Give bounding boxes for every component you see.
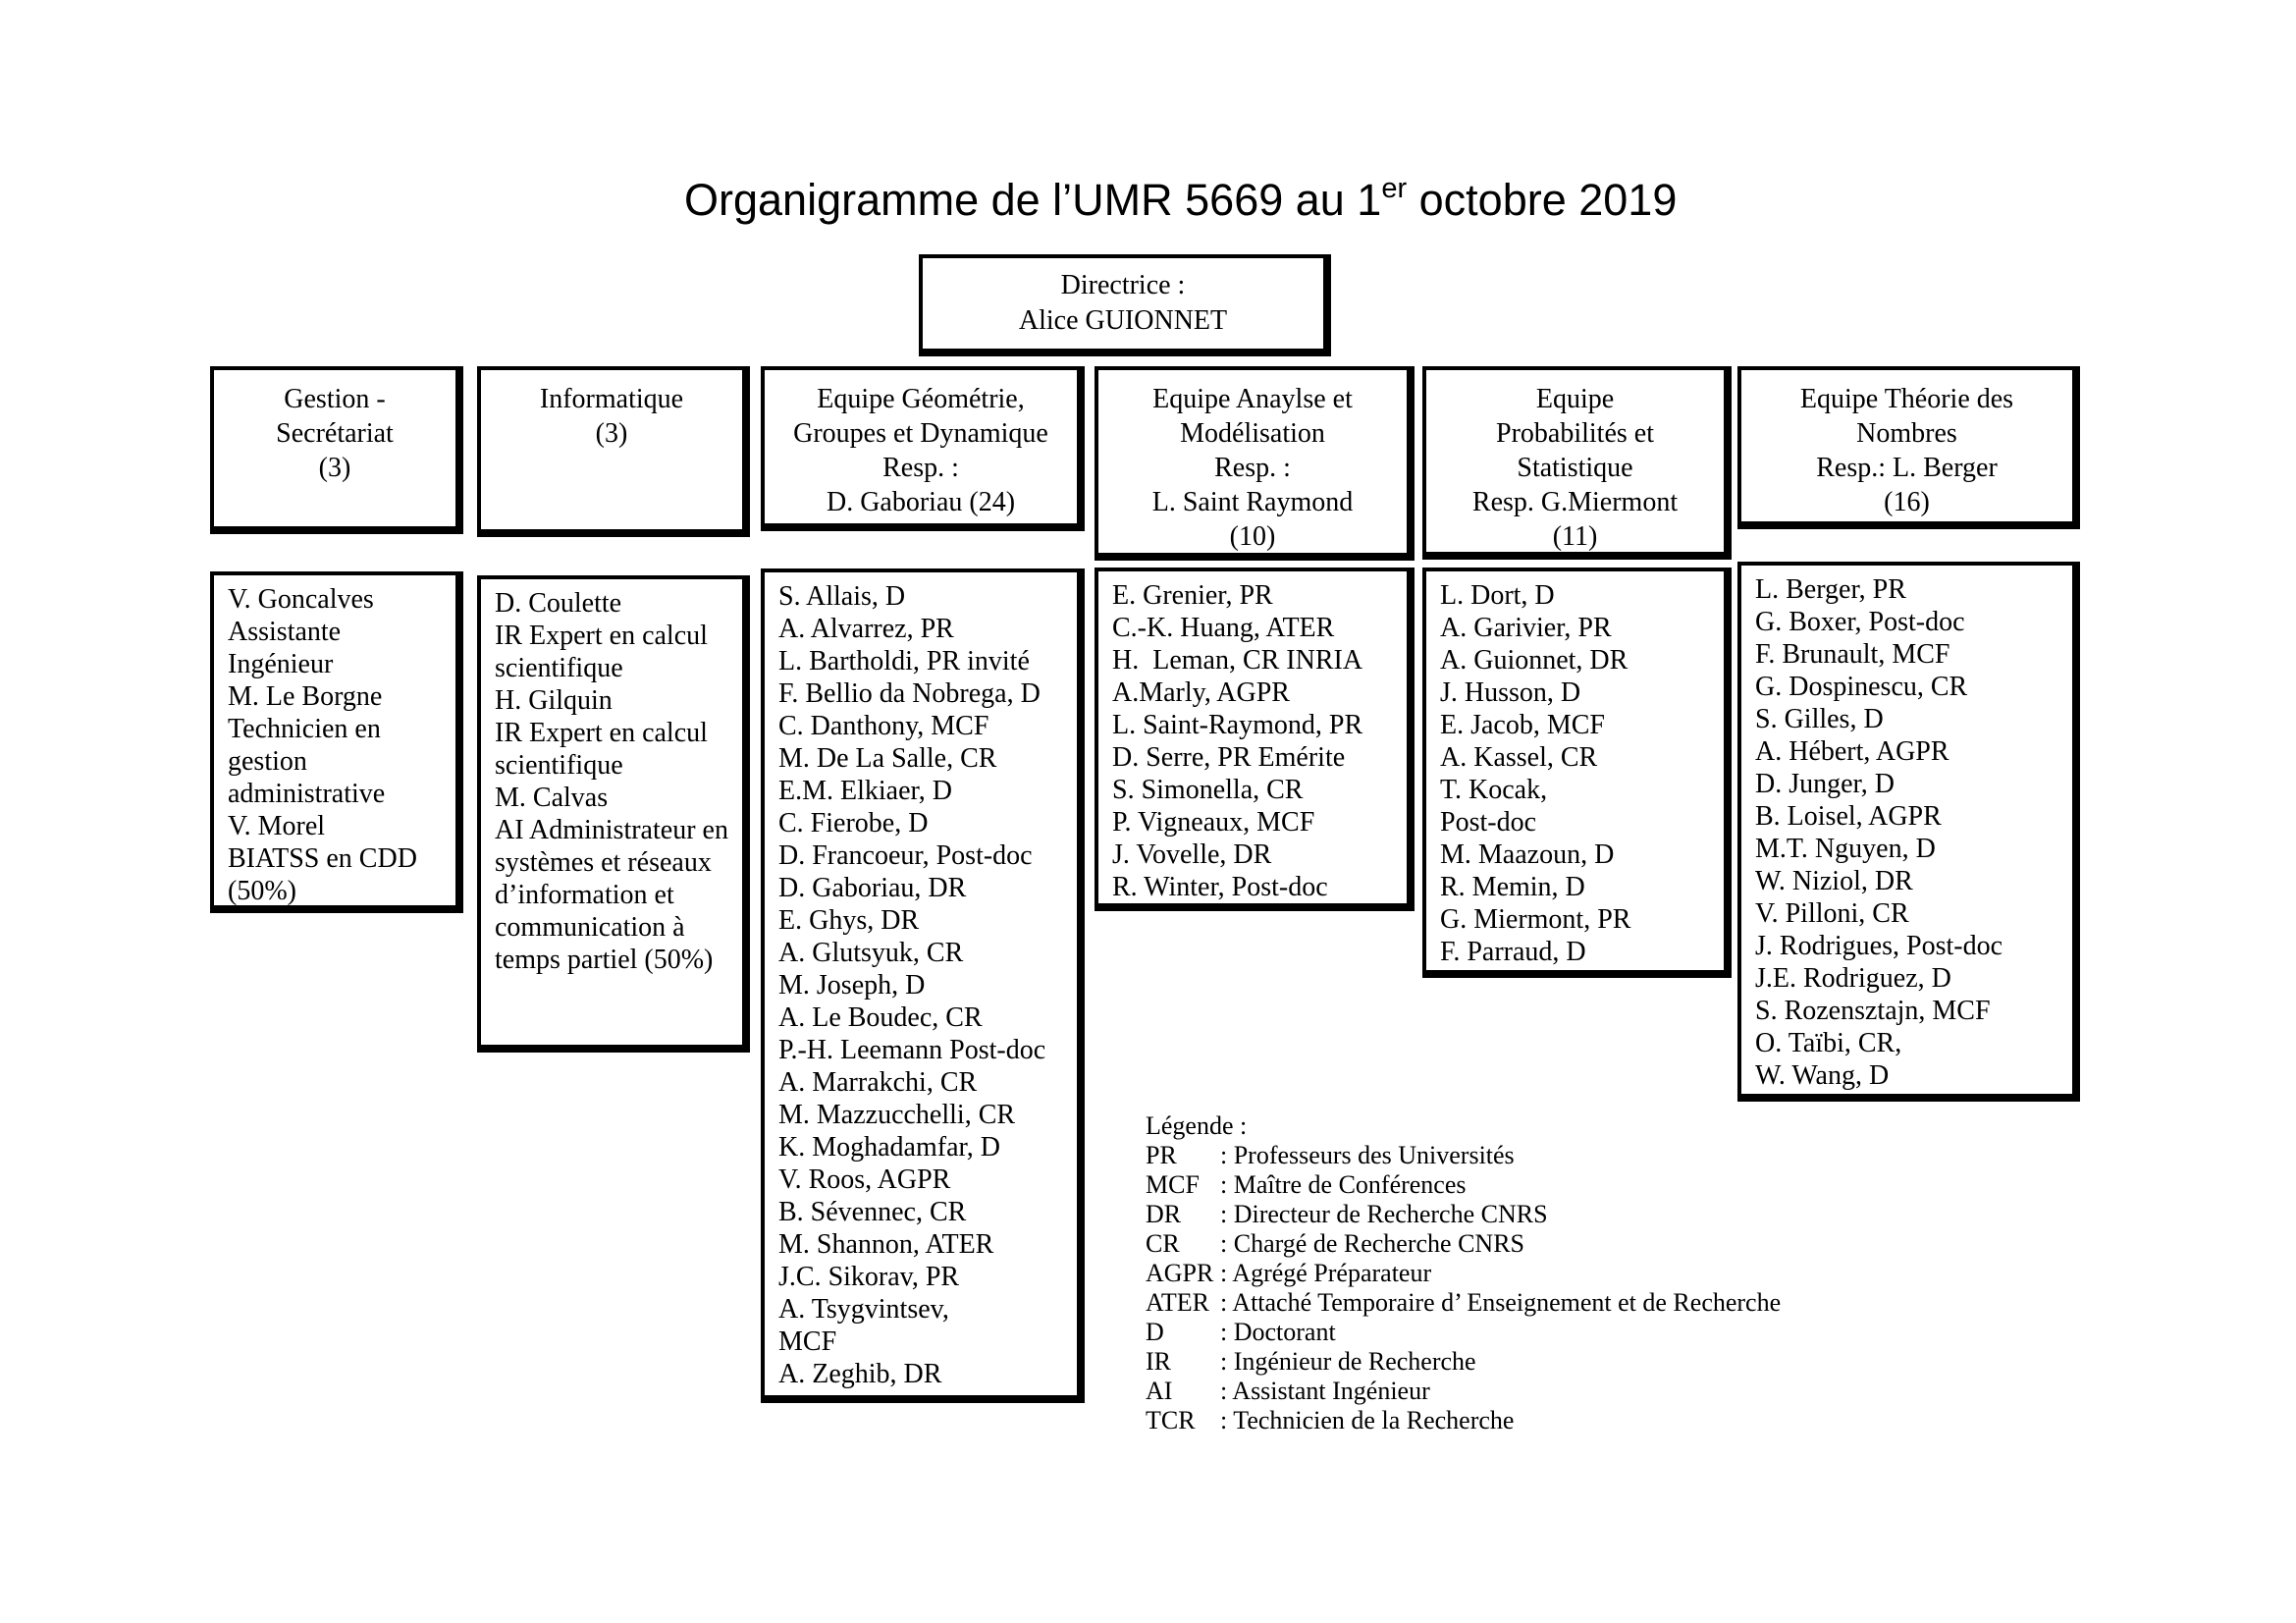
- member-line: M. Mazzucchelli, CR: [778, 1100, 1016, 1130]
- legend: [1146, 1111, 1781, 1435]
- member-line: M. Shannon, ATER: [778, 1229, 994, 1260]
- member-line: M.T. Nguyen, D: [1755, 834, 1936, 864]
- member-line: E. Jacob, MCF: [1440, 710, 1605, 740]
- member-line: L. Dort, D: [1440, 580, 1555, 611]
- dept-header-line: Resp. G.Miermont: [1471, 487, 1679, 517]
- member-line: Post-doc: [1440, 807, 1536, 838]
- member-line: A. Hébert, AGPR: [1755, 736, 1949, 767]
- member-line: D. Junger, D: [1755, 769, 1895, 799]
- member-line: M. Joseph, D: [778, 970, 926, 1001]
- member-line: V. Morel: [228, 811, 326, 841]
- member-line: Ingénieur: [228, 649, 334, 679]
- legend-definition: : Technicien de la Recherche: [1220, 1406, 1515, 1434]
- member-line: J.E. Rodriguez, D: [1755, 963, 1951, 994]
- member-line: M. De La Salle, CR: [778, 743, 997, 774]
- legend-abbr: ATER: [1146, 1288, 1209, 1317]
- legend-abbr: AI: [1146, 1377, 1173, 1405]
- legend-title: Légende :: [1146, 1111, 1248, 1140]
- legend-abbr: D: [1146, 1318, 1164, 1346]
- member-line: D. Serre, PR Emérite: [1112, 742, 1346, 773]
- member-line: K. Moghadamfar, D: [778, 1132, 1000, 1163]
- member-line: H. Leman, CR INRIA: [1112, 645, 1363, 676]
- member-line: C.-K. Huang, ATER: [1112, 613, 1335, 643]
- page-title-prefix: Organigramme de l’UMR 5669 au 1: [684, 175, 1382, 225]
- member-line: V. Pilloni, CR: [1755, 898, 1909, 929]
- member-line: G. Miermont, PR: [1440, 904, 1631, 935]
- legend-definition: : Attaché Temporaire d’ Enseignement et de Recherche: [1220, 1288, 1782, 1317]
- member-line: AI Administrateur en: [495, 815, 728, 845]
- dept-header-line: (3): [318, 453, 351, 483]
- member-line: M. Le Borgne: [228, 681, 383, 712]
- member-line: J. Vovelle, DR: [1112, 839, 1272, 870]
- dept-header-line: Statistique: [1517, 453, 1633, 483]
- member-line: G. Boxer, Post-doc: [1755, 607, 1965, 637]
- director-box: [919, 254, 1331, 356]
- dept-members-gestion-secretariat: [210, 571, 463, 913]
- member-line: A. Glutsyuk, CR: [778, 938, 964, 968]
- dept-header-line: Gestion -: [284, 384, 386, 414]
- dept-members-equipe-geometrie: [761, 568, 1085, 1403]
- page-title-superscript: er: [1381, 173, 1408, 204]
- dept-header-line: (16): [1884, 487, 1930, 517]
- legend-definition: : Professeurs des Universités: [1220, 1141, 1515, 1169]
- legend-definition: : Chargé de Recherche CNRS: [1220, 1229, 1524, 1258]
- legend-row: [1146, 1229, 1781, 1259]
- legend-abbr: IR: [1146, 1347, 1171, 1376]
- member-line: A. Zeghib, DR: [778, 1359, 942, 1389]
- member-line: MCF: [778, 1326, 837, 1357]
- legend-row: [1146, 1347, 1781, 1377]
- member-line: temps partiel (50%): [495, 945, 714, 975]
- member-line: W. Niziol, DR: [1755, 866, 1913, 896]
- member-line: W. Wang, D: [1755, 1060, 1890, 1091]
- member-line: A. Garivier, PR: [1440, 613, 1612, 643]
- dept-header-equipe-theorie-nombres: [1737, 366, 2080, 529]
- member-line: J. Rodrigues, Post-doc: [1755, 931, 2002, 961]
- legend-row: [1146, 1259, 1781, 1288]
- legend-row: [1146, 1406, 1781, 1435]
- dept-members-equipe-analyse: [1095, 568, 1415, 911]
- dept-header-equipe-analyse: [1095, 366, 1415, 561]
- dept-header-informatique: [477, 366, 750, 537]
- page-title-suffix: octobre 2019: [1407, 175, 1678, 225]
- dept-header-line: Equipe: [1535, 384, 1615, 414]
- dept-header-line: Resp. :: [882, 453, 959, 483]
- member-line: L. Berger, PR: [1755, 574, 1906, 605]
- member-line: S. Rozensztajn, MCF: [1755, 996, 1991, 1026]
- member-line: D. Coulette: [495, 588, 622, 619]
- member-line: S. Simonella, CR: [1112, 775, 1304, 805]
- dept-header-line: D. Gaboriau (24): [826, 487, 1016, 517]
- member-line: scientifique: [495, 750, 623, 781]
- legend-rows: [1146, 1141, 1781, 1435]
- member-line: S. Gilles, D: [1755, 704, 1884, 734]
- member-line: A. Guionnet, DR: [1440, 645, 1629, 676]
- member-line: E.M. Elkiaer, D: [778, 776, 952, 806]
- legend-definition: : Maître de Conférences: [1220, 1170, 1467, 1199]
- member-line: V. Roos, AGPR: [778, 1164, 951, 1195]
- legend-abbr: TCR: [1146, 1406, 1196, 1434]
- dept-header-line: Equipe Anaylse et: [1152, 384, 1353, 414]
- legend-definition: : Directeur de Recherche CNRS: [1220, 1200, 1548, 1228]
- dept-members-equipe-theorie-nombres: [1737, 562, 2080, 1102]
- dept-header-equipe-probabilites: [1422, 366, 1732, 560]
- legend-row: [1146, 1288, 1781, 1318]
- legend-row: [1146, 1200, 1781, 1229]
- member-line: d’information et: [495, 880, 674, 910]
- page-title: [684, 175, 1677, 226]
- legend-abbr: CR: [1146, 1229, 1180, 1258]
- member-line: A. Kassel, CR: [1440, 742, 1598, 773]
- legend-row: [1146, 1141, 1781, 1170]
- dept-header-line: Modélisation: [1180, 418, 1325, 449]
- member-line: (50%): [228, 876, 296, 906]
- dept-header-line: L. Saint Raymond: [1151, 487, 1354, 517]
- legend-abbr: DR: [1146, 1200, 1182, 1228]
- legend-definition: : Agrégé Préparateur: [1220, 1259, 1432, 1287]
- member-line: B. Sévennec, CR: [778, 1197, 967, 1227]
- member-line: C. Fierobe, D: [778, 808, 929, 839]
- member-line: L. Saint-Raymond, PR: [1112, 710, 1363, 740]
- dept-header-line: Groupes et Dynamique: [793, 418, 1048, 449]
- member-line: J.C. Sikorav, PR: [778, 1262, 960, 1292]
- member-line: scientifique: [495, 653, 623, 683]
- member-line: F. Parraud, D: [1440, 937, 1586, 967]
- dept-header-line: Informatique: [539, 384, 684, 414]
- member-line: A. Marrakchi, CR: [778, 1067, 978, 1098]
- member-line: G. Dospinescu, CR: [1755, 672, 1968, 702]
- legend-abbr: PR: [1146, 1141, 1177, 1169]
- member-line: E. Grenier, PR: [1112, 580, 1273, 611]
- dept-header-gestion-secretariat: [210, 366, 463, 534]
- legend-definition: : Ingénieur de Recherche: [1220, 1347, 1476, 1376]
- legend-abbr: AGPR: [1146, 1259, 1214, 1287]
- dept-header-line: Resp.: L. Berger: [1816, 453, 1998, 483]
- member-line: C. Danthony, MCF: [778, 711, 989, 741]
- member-line: BIATSS en CDD: [228, 843, 417, 874]
- legend-definition: : Doctorant: [1220, 1318, 1336, 1346]
- member-line: R. Winter, Post-doc: [1112, 872, 1328, 902]
- member-line: H. Gilquin: [495, 685, 613, 716]
- dept-header-line: (10): [1229, 521, 1276, 552]
- member-line: B. Loisel, AGPR: [1755, 801, 1942, 832]
- member-line: Assistante: [228, 617, 342, 647]
- legend-row: [1146, 1170, 1781, 1200]
- member-line: gestion: [228, 746, 307, 777]
- member-line: D. Francoeur, Post-doc: [778, 840, 1033, 871]
- member-line: A. Le Boudec, CR: [778, 1002, 983, 1033]
- legend-row: [1146, 1377, 1781, 1406]
- member-line: S. Allais, D: [778, 581, 906, 612]
- member-line: V. Goncalves: [228, 584, 374, 615]
- director-line: Alice GUIONNET: [1018, 305, 1228, 336]
- member-line: O. Taïbi, CR,: [1755, 1028, 1902, 1058]
- member-line: Technicien en: [228, 714, 381, 744]
- member-line: E. Ghys, DR: [778, 905, 920, 936]
- member-line: IR Expert en calcul: [495, 621, 708, 651]
- member-line: administrative: [228, 779, 386, 809]
- member-line: F. Bellio da Nobrega, D: [778, 678, 1041, 709]
- dept-header-line: Equipe Théorie des: [1799, 384, 2014, 414]
- dept-header-line: Resp. :: [1214, 453, 1291, 483]
- dept-header-line: (3): [595, 418, 628, 449]
- member-line: IR Expert en calcul: [495, 718, 708, 748]
- member-line: communication à: [495, 912, 685, 943]
- member-line: A. Tsygvintsev,: [778, 1294, 949, 1325]
- member-line: A.Marly, AGPR: [1112, 677, 1290, 708]
- member-line: M. Calvas: [495, 783, 609, 813]
- dept-header-line: Nombres: [1856, 418, 1957, 449]
- member-line: F. Brunault, MCF: [1755, 639, 1950, 670]
- member-line: P.-H. Leemann Post-doc: [778, 1035, 1046, 1065]
- dept-header-line: Probabilités et: [1496, 418, 1654, 449]
- dept-header-line: Equipe Géométrie,: [817, 384, 1025, 414]
- member-line: R. Memin, D: [1440, 872, 1585, 902]
- dept-header-line: Secrétariat: [276, 418, 394, 449]
- member-line: P. Vigneaux, MCF: [1112, 807, 1315, 838]
- member-line: M. Maazoun, D: [1440, 839, 1615, 870]
- member-line: J. Husson, D: [1440, 677, 1581, 708]
- member-line: A. Alvarrez, PR: [778, 614, 954, 644]
- legend-abbr: MCF: [1146, 1170, 1200, 1199]
- legend-definition: : Assistant Ingénieur: [1220, 1377, 1430, 1405]
- member-line: T. Kocak,: [1440, 775, 1548, 805]
- member-line: L. Bartholdi, PR invité: [778, 646, 1030, 676]
- dept-header-line: (11): [1552, 521, 1598, 552]
- dept-header-equipe-geometrie: [761, 366, 1085, 531]
- dept-members-informatique: [477, 575, 750, 1053]
- member-line: D. Gaboriau, DR: [778, 873, 967, 903]
- member-line: systèmes et réseaux: [495, 847, 712, 878]
- legend-row: [1146, 1318, 1781, 1347]
- dept-members-equipe-probabilites: [1422, 568, 1732, 978]
- director-line: Directrice :: [1060, 270, 1186, 300]
